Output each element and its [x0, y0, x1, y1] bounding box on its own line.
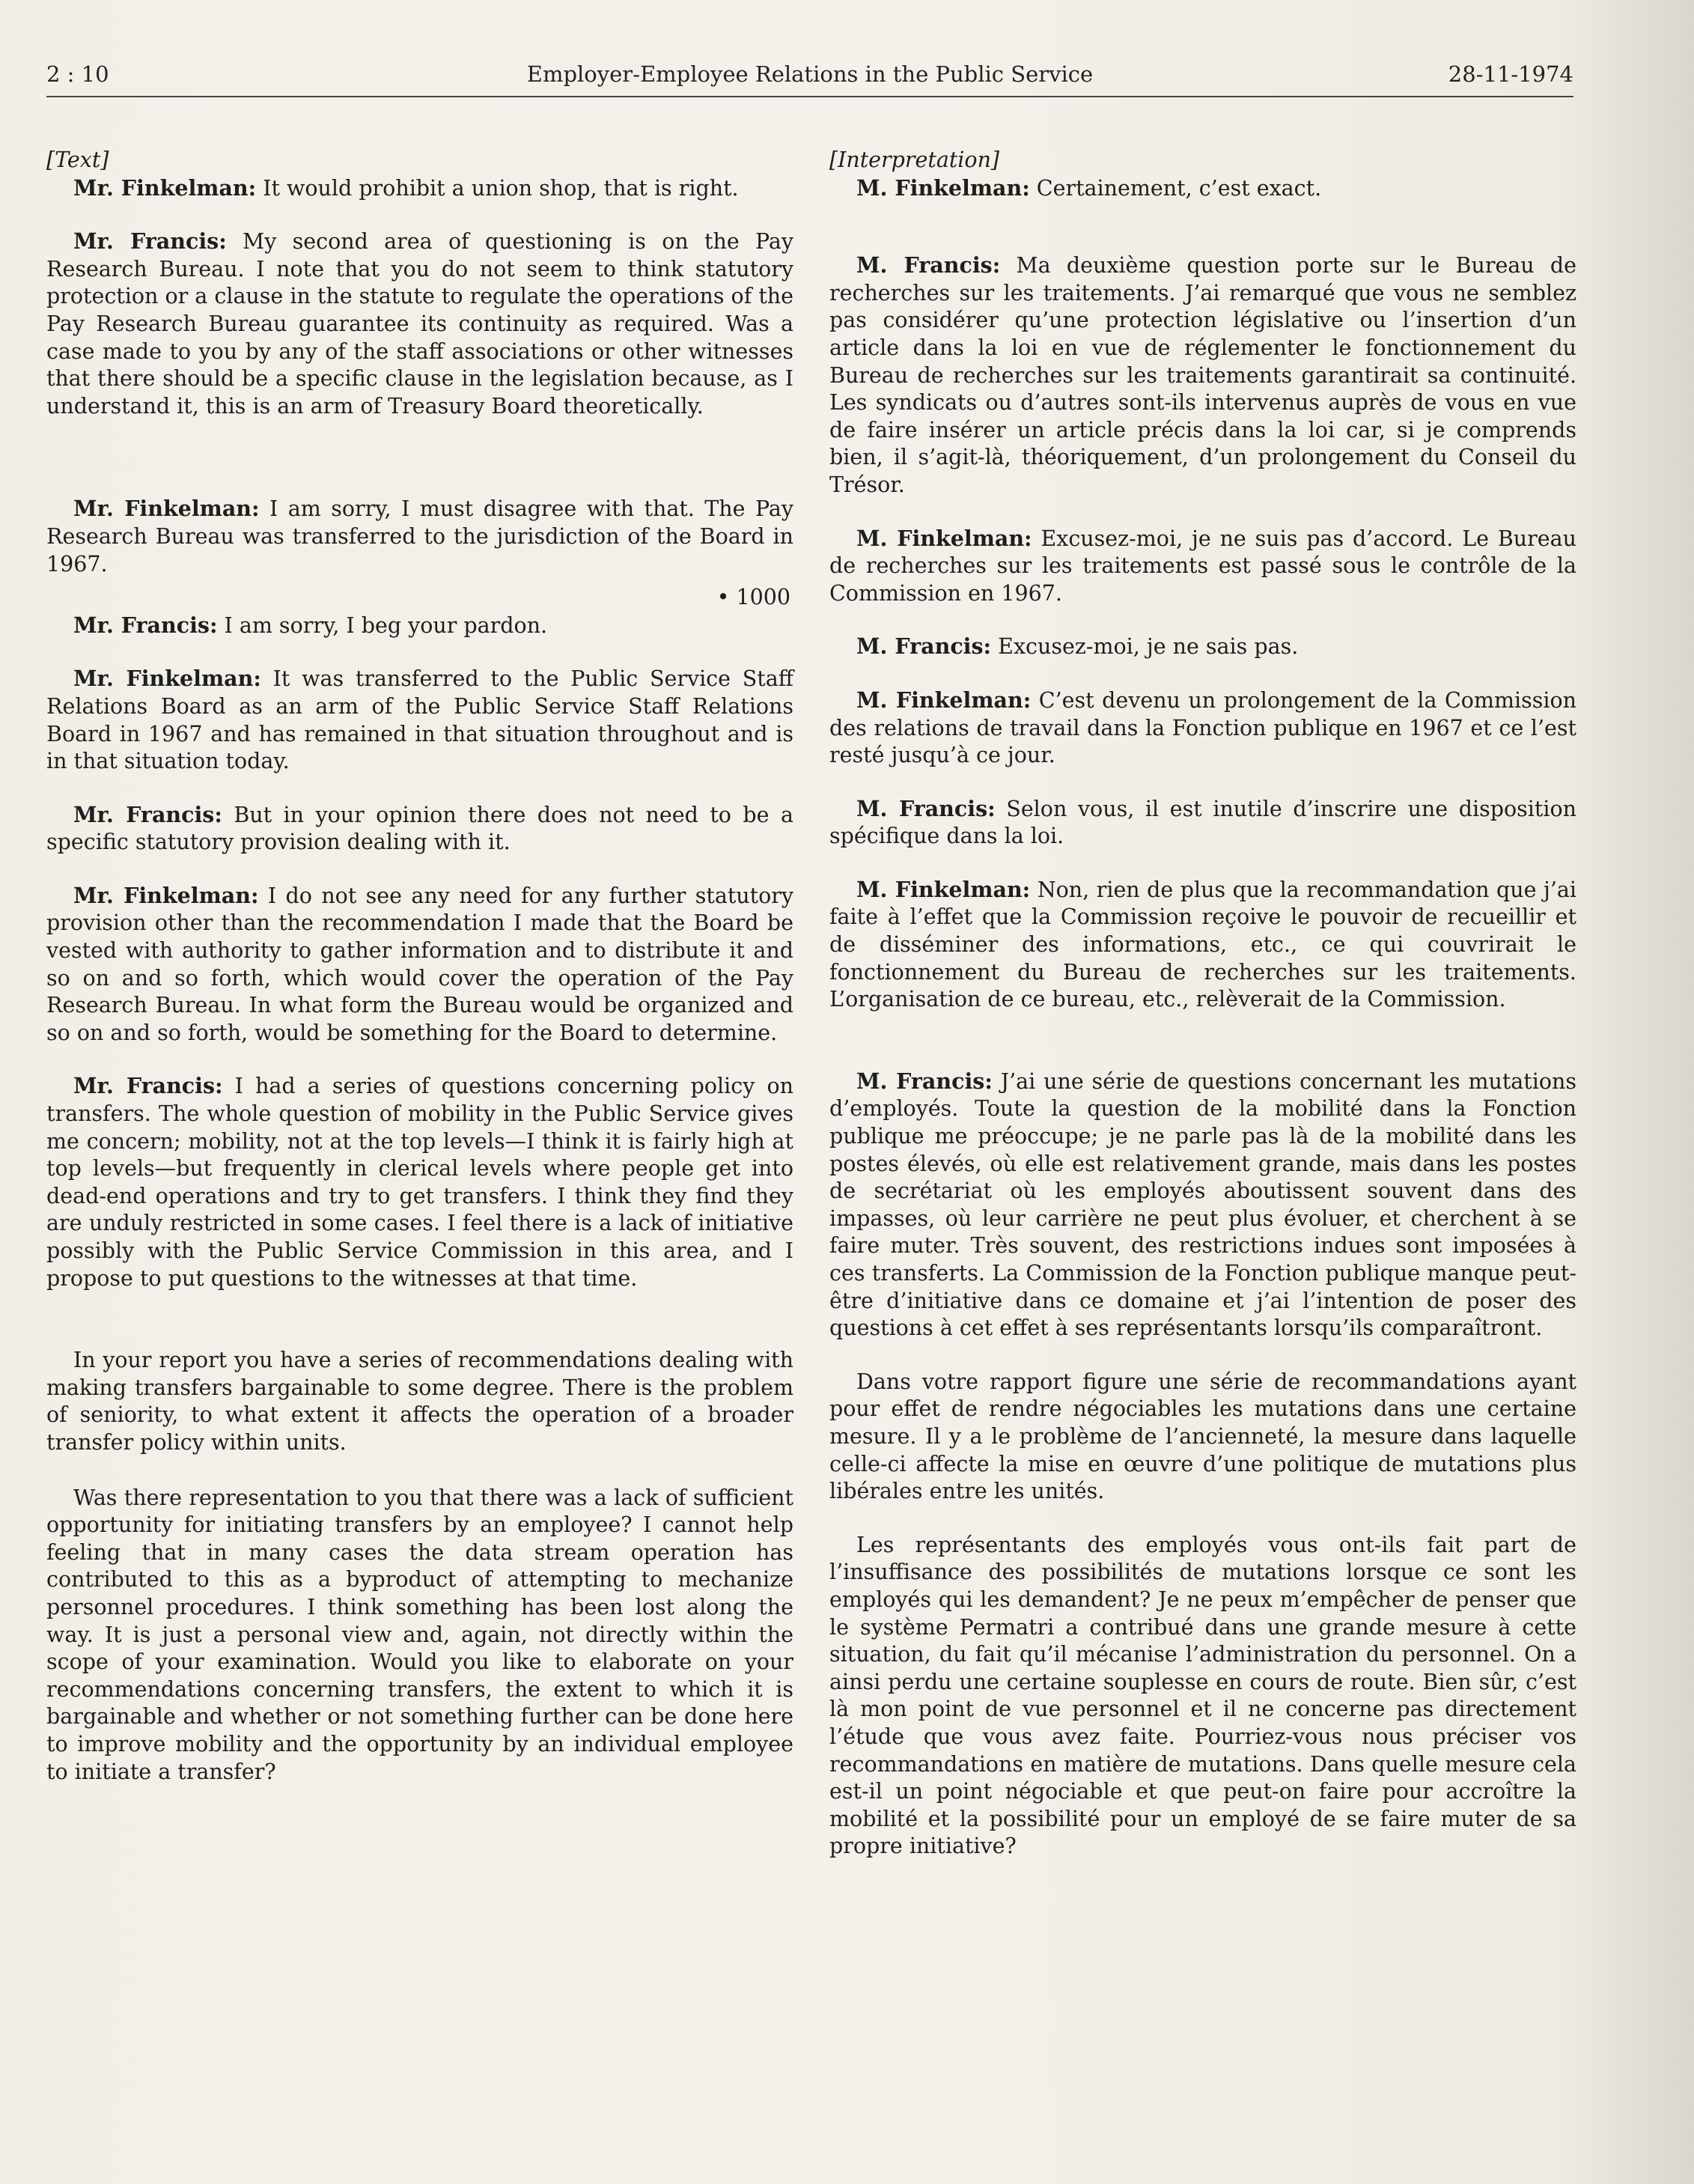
paragraph — [829, 1531, 1576, 1861]
speaker-name: Mr. Francis: — [73, 612, 218, 638]
speech-text: Was there representation to you that there was a lack of sufficient opportunity for initiating transfers by an employee? I cannot help feeling that in many cases the data stream operation has contributed to this as a byproduct of attempting to mechanize personnel procedures. I think something has been lost along the way. It is just a personal view and, again, not directly within the scope of your examination. Would you like to elaborate on your recommendations concerning transfers, the extent to which it is bargainable and whether or not something further can be done here to improve mobility and the opportunity by an individual employee to initiate a transfer? — [46, 1485, 793, 1784]
speech-text: Excusez-moi, je ne sais pas. — [991, 634, 1299, 660]
paragraph — [829, 174, 1576, 203]
speaker-name: Mr. Finkelman: — [73, 174, 257, 201]
speaker-name: Mr. Finkelman: — [73, 882, 259, 908]
speech-text: It would prohibit a union shop, that is right. — [256, 175, 739, 201]
speech-text: C’est devenu un prolongement de la Commission des relations de travail dans la Fonction publique en 1967 et ce l’est resté jusqu’à ce jour. — [829, 687, 1576, 768]
paragraph — [829, 876, 1576, 1014]
paragraph — [829, 1368, 1576, 1506]
speech-text: J’ai une série de questions concernant les mutations d’employés. Toute la question de la mobilité dans la Fonction publique me préoccupe; je ne parle pas là de la mobilité dans les postes élevés, où elle est relativement grande, mais dans les postes de secrétariat où les employés aboutissent souvent dans des impasses, où leur carrière ne peut plus évoluer, et cherchent à se faire muter. Très souvent, des restrictions indues sont imposées à ces transferts. La Commission de la Fonction publique manque peut-être d’initiative dans ce domaine et j’ai l’intention de poser des questions à cet effet à ses représentants lorsqu’ils comparaîtront. — [829, 1068, 1576, 1341]
speaker-name: Mr. Finkelman: — [73, 496, 260, 522]
speaker-name: Mr. Francis: — [73, 801, 222, 827]
language-label: [Interpretation] — [829, 147, 1000, 172]
time-marker: • 1000 — [716, 585, 790, 610]
paragraph — [829, 687, 1576, 770]
paragraph — [46, 1484, 793, 1786]
speech-text: Les représentants des employés vous ont-ils fait part de l’insuffisance des possibilités de mutations lorsque ce sont les employés qui les demandent? Je ne peux m’empêcher de penser que le système Permatri a contribué dans une grande mesure à cette situation, du fait qu’il mécanise l’administration du personnel. On a ainsi perdu une certaine souplesse en cours de route. Bien sûr, c’est là mon point de vue personnel et il ne concerne pas directement l’étude que vous avez faite. Pourriez-vous nous préciser vos recommandations en matière de mutations. Dans quelle mesure cela est-il un point négociable et que peut-on faire pour accroître la mobilité et la possibilité pour un employé de se faire muter de sa propre initiative? — [829, 1532, 1576, 1859]
paragraph — [46, 612, 793, 640]
language-label: [Text] — [46, 147, 109, 172]
header-date: 28-11-1974 — [1448, 61, 1573, 87]
paragraph — [829, 633, 1576, 661]
speech-text: Ma deuxième question porte sur le Bureau de recherches sur les traitements. J’ai remarqué que vous ne semblez pas considérer qu’une protection législative ou l’insertion d’un article dans la loi en vue de réglementer le fonctionnement du Bureau de recherches sur les traitements garantirait sa continuité. Les syndicats ou d’autres sont-ils intervenus auprès de vous en vue de faire insérer un article précis dans la loi car, si je comprends bien, il s’agit-là, théoriquement, d’un prolongement du Conseil du Trésor. — [829, 253, 1576, 497]
speaker-name: M. Francis: — [856, 252, 1001, 279]
speech-text: Selon vous, il est inutile d’inscrire une disposition spécifique dans la loi. — [829, 796, 1576, 849]
speaker-name: Mr. Francis: — [73, 1073, 223, 1099]
speech-text: Dans votre rapport figure une série de recommandations ayant pour effet de rendre négociables les mutations dans une certaine mesure. Il y a le problème de l’ancienneté, la mesure dans laquelle celle-ci affecte la mise en œuvre d’une politique de mutations plus libérales entre les unités. — [829, 1369, 1576, 1504]
speech-text: I do not see any need for any further statutory provision other than the recommendation I made that the Board be vested with authority to gather information and to distribute it and so on and so forth, which would cover the operation of the Pay Research Bureau. In what form the Bureau would be organized and so on and so forth, would be something for the Board to determine. — [46, 883, 793, 1045]
paragraph — [829, 525, 1576, 608]
paragraph — [46, 1072, 793, 1292]
paragraph — [46, 801, 793, 857]
speaker-name: M. Francis: — [856, 795, 996, 821]
speaker-name: M. Finkelman: — [856, 174, 1030, 201]
speech-text: Non, rien de plus que la recommandation que j’ai faite à l’effet que la Commission reçoive le pouvoir de recueillir et de disséminer des informations, etc., ce qui couvrirait le fonctionnement du Bureau de recherches sur les traitements. L’organisation de ce bureau, etc., relèverait de la Commission. — [829, 877, 1576, 1012]
paragraph — [829, 795, 1576, 851]
paragraph — [46, 228, 793, 420]
speaker-name: M. Finkelman: — [856, 687, 1032, 713]
speech-text: I am sorry, I must disagree with that. The Pay Research Bureau was transferred to the jurisdiction of the Board in 1967. — [46, 496, 793, 577]
speech-text: I am sorry, I beg your pardon. — [217, 612, 548, 638]
paragraph — [829, 252, 1576, 499]
running-title: Employer-Employee Relations in the Public Service — [526, 61, 1094, 87]
speaker-name: Mr. Finkelman: — [73, 666, 261, 692]
speech-text: My second area of questioning is on the Pay Research Bureau. I note that you do not seem to think statutory protection or a clause in the statute to regulate the operations of the Pay Research Bureau guarantee its continuity as required. Was a case made to you by any of the staff associations or other witnesses that there should be a specific clause in the legislation because, as I understand it, this is an arm of Treasury Board theoretically. — [46, 229, 793, 419]
speaker-name: M. Francis: — [856, 1068, 993, 1094]
header-rule — [46, 96, 1573, 97]
page-number: 2 : 10 — [46, 61, 109, 87]
speech-text: Certainement, c’est exact. — [1029, 175, 1322, 201]
speaker-name: M. Francis: — [856, 633, 992, 660]
page-header — [46, 61, 1573, 94]
paragraph — [46, 174, 793, 203]
speech-text: Excusez-moi, je ne suis pas d’accord. Le Bureau de recherches sur les traitements est passé sous le contrôle de la Commission en 1967. — [829, 526, 1576, 606]
paragraph — [829, 1068, 1576, 1342]
paragraph — [46, 495, 793, 578]
english-column — [46, 147, 793, 1786]
speech-text: But in your opinion there does not need to be a specific statutory provision dealing with it. — [46, 802, 793, 855]
paragraph — [46, 1346, 793, 1456]
speaker-name: M. Finkelman: — [856, 876, 1031, 902]
speech-text: I had a series of questions concerning policy on transfers. The whole question of mobility in the Public Service gives me concern; mobility, not at the top levels—I think it is fairly high at top levels—but frequently in clerical levels where people get into dead-end operations and try to get transfers. I think they find they are unduly restricted in some cases. I feel there is a lack of initiative possibly with the Public Service Commission in this area, and I propose to put questions to the witnesses at that time. — [46, 1074, 793, 1291]
speaker-name: M. Finkelman: — [856, 525, 1032, 551]
speaker-name: Mr. Francis: — [73, 228, 227, 255]
speech-text: It was transferred to the Public Service Staff Relations Board as an arm of the Public Service Staff Relations Board in 1967 and has remained in that situation throughout and is in that situation today. — [46, 666, 793, 774]
french-column — [829, 147, 1576, 1861]
paragraph — [46, 665, 793, 775]
speech-text: In your report you have a series of recommendations dealing with making transfers bargainable to some degree. There is the problem of seniority, to what extent it affects the operation of a broader transfer policy within units. — [46, 1348, 793, 1455]
paragraph — [46, 882, 793, 1047]
